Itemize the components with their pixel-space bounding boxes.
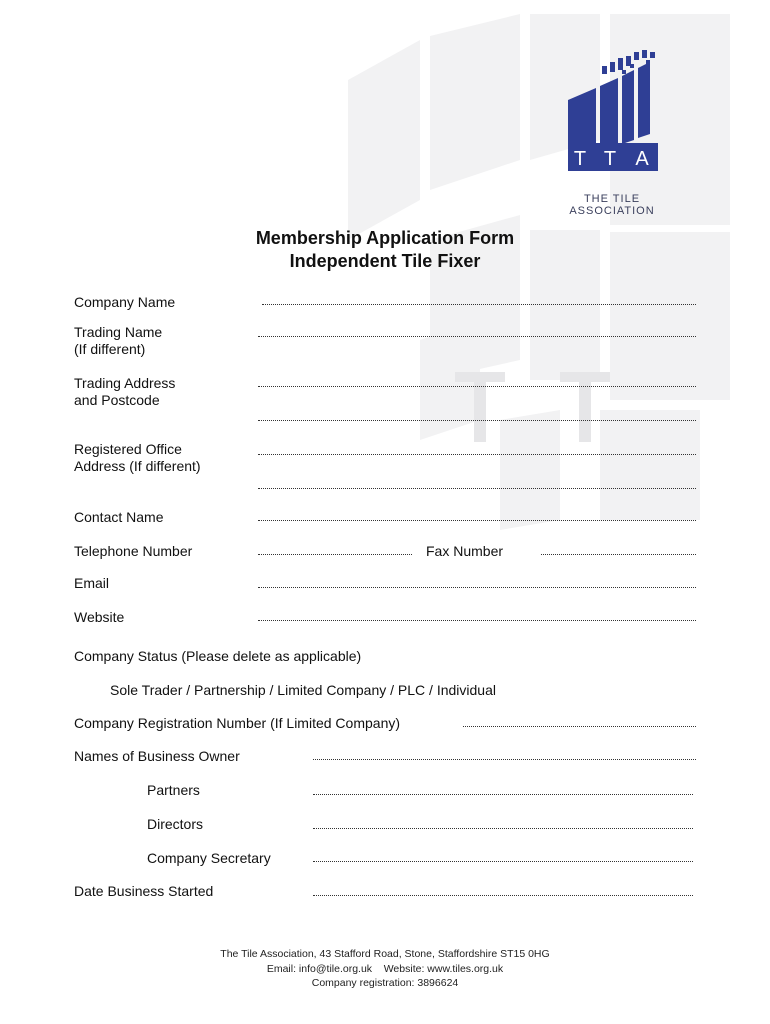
business-owner-label: Names of Business Owner <box>74 748 240 764</box>
contact-name-field[interactable] <box>258 520 696 521</box>
date-business-started-label: Date Business Started <box>74 883 214 899</box>
date-business-started-field[interactable] <box>313 895 693 896</box>
footer-address: The Tile Association, 43 Stafford Road, Stone, Staffordshire ST15 0HG <box>220 948 550 960</box>
telephone-label: Telephone Number <box>74 543 193 559</box>
logo-letter-t1: T <box>573 148 587 170</box>
trading-address-field-1[interactable] <box>258 386 696 387</box>
trading-name-label: Trading Name <box>74 324 163 340</box>
company-secretary-field[interactable] <box>313 861 693 862</box>
trading-name-note: (If different) <box>74 341 146 357</box>
business-owner-field[interactable] <box>313 759 696 760</box>
directors-field[interactable] <box>313 828 693 829</box>
company-status-options[interactable]: Sole Trader / Partnership / Limited Company / PLC / Individual <box>110 682 496 698</box>
registration-number-label: Company Registration Number (If Limited Company) <box>74 715 401 731</box>
company-secretary-label: Company Secretary <box>147 850 271 866</box>
footer-registration: Company registration: 3896624 <box>311 977 459 989</box>
logo-caption-line2: ASSOCIATION <box>569 205 655 217</box>
registered-office-field-2[interactable] <box>258 488 696 489</box>
registered-office-label: Registered Office <box>74 441 182 457</box>
page-title: Membership Application Form <box>255 228 515 248</box>
trading-address-label: Trading Address <box>74 375 176 391</box>
contact-name-label: Contact Name <box>74 509 164 525</box>
directors-label: Directors <box>147 816 204 832</box>
registration-number-field[interactable] <box>463 726 696 727</box>
company-name-field[interactable] <box>262 304 696 305</box>
email-label: Email <box>74 575 110 591</box>
logo-letter-a: A <box>635 148 649 170</box>
fax-field[interactable] <box>541 554 696 555</box>
email-field[interactable] <box>258 587 696 588</box>
page-subtitle: Independent Tile Fixer <box>289 251 481 271</box>
telephone-field[interactable] <box>258 554 412 555</box>
website-field[interactable] <box>258 620 696 621</box>
company-status-heading: Company Status (Please delete as applicable) <box>74 648 362 664</box>
registered-office-label-2: Address (If different) <box>74 458 201 474</box>
partners-label: Partners <box>147 782 200 798</box>
logo-caption <box>548 193 676 217</box>
logo-caption-line1: THE TILE <box>583 193 641 205</box>
fax-label: Fax Number <box>426 543 504 559</box>
footer-contact: Email: info@tile.org.uk Website: www.tiles.org.uk <box>266 963 504 975</box>
trading-address-field-2[interactable] <box>258 420 696 421</box>
logo-letter-t2: T <box>603 148 617 170</box>
registered-office-field-1[interactable] <box>258 454 696 455</box>
website-label: Website <box>74 609 125 625</box>
partners-field[interactable] <box>313 794 693 795</box>
trading-address-label-2: and Postcode <box>74 392 160 408</box>
company-name-label: Company Name <box>74 294 176 310</box>
trading-name-field[interactable] <box>258 336 696 337</box>
